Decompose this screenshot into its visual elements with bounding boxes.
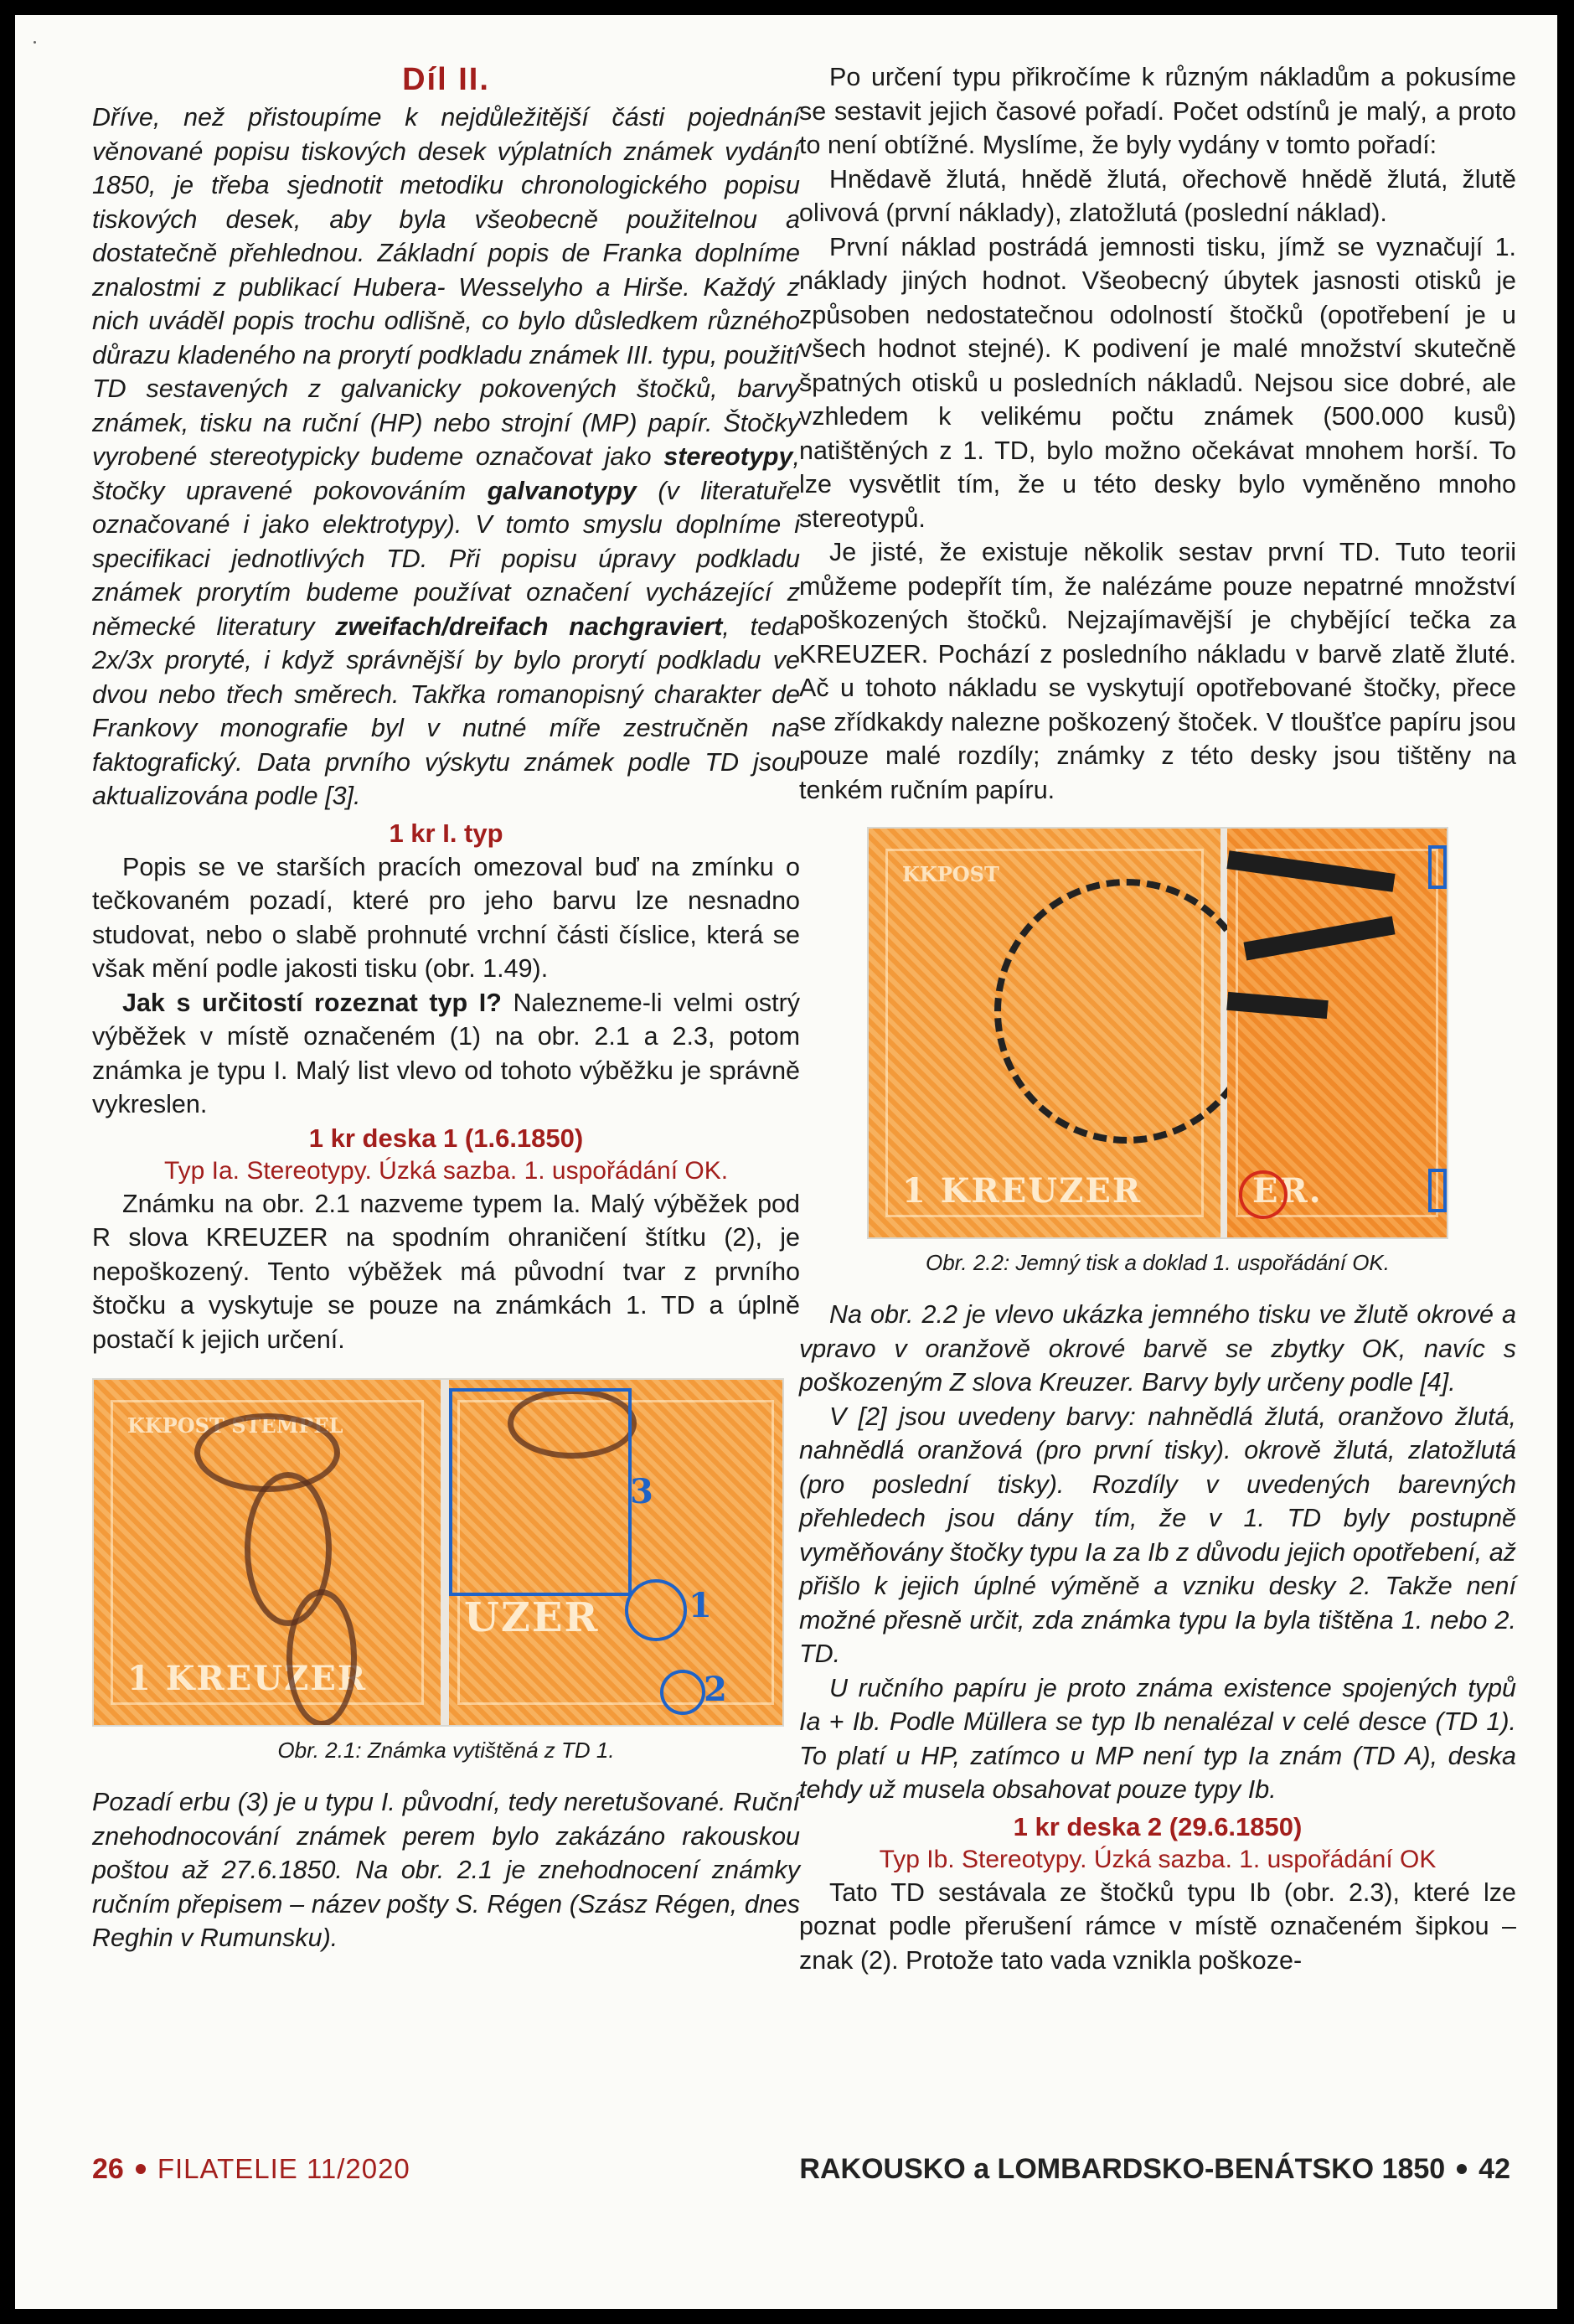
sec1-question: Jak s určitostí rozeznat typ I? (122, 988, 502, 1017)
right-paragraph-6: V [2] jsou uvedeny barvy: nahnědlá žlutá, oranžovo žlutá, nahnědlá oranžová (pro první tisky). okrově žlutá, zlatožlutá (pro poslední tisky). Rozdíly v uvedených barevných přehledech jsou dány tím, že v 1. TD byly postupně vyměňovány štočky typu Ia za Ib z důvodu jejich opotřebení, až přišlo k jejich úplné výměně a vzniku desky 2. Takže není možné přesně určit, zda známka typu Ia byla tištěna 1. nebo 2. TD. (799, 1402, 1516, 1668)
intro-text-a: Dříve, než přistoupíme k nejdůležitější části pojednání věnované popisu tiskových desek výplatních známek vydání 1850, je třeba sjednotit metodiku chronologického popisu tiskových desek, aby byla všeobecně použitelnou a dostatečně přehlednou. Základní popis de Franka doplníme znalostmi z publikací Hubera- Wesselyho a Hirše. Každý z nich uváděl popis trochu odlišně, co bylo důsledkem různého důrazu kladeného na prorytí podkladu známek III. typu, použití TD sestavených z galvanicky pokovených štočků, barvy známek, tisku na ruční (HP) nebo strojní (MP) papír. Štočky vyrobené stereotypicky budeme označovat jako (92, 103, 800, 471)
sec1-answer: Nalezneme-li velmi ostrý výběžek v místě označeném (1) na obr. 2.1 a 2.3, potom známka je typu I. Malý list vlevo od tohoto výběžku je správně vykreslen. (92, 988, 800, 1118)
page-footer (92, 2148, 1510, 2190)
print-speck (34, 41, 36, 44)
bullet-icon (1457, 2164, 1467, 2174)
stamp-detail-ok (1227, 829, 1447, 1237)
right-paragraph-2: Hnědavě žlutá, hnědě žlutá, ořechově hnědě žlutá, žlutě olivová (první náklady), zlatožlutá (poslední náklad). (799, 164, 1516, 227)
intro-text-d: , teda 2x/3x proryté, i když správnější by bylo prorytí podkladu ve dvou nebo třech směrech. Takřka romanopisný charakter de Frankovy monografie byl v nutné míře zestručněn na faktografický. Data prvního výskytu známek podle TD jsou aktualizována podle [3]. (92, 612, 800, 810)
marker-box-3 (449, 1388, 632, 1596)
damaged-z-circle (1239, 1170, 1288, 1219)
figure-2-2 (867, 827, 1448, 1239)
page-number-left: 26 (92, 2153, 124, 2185)
pen-cancel-stroke (286, 1589, 357, 1727)
bullet-icon (136, 2164, 146, 2174)
intro-text-c: (v literatuře označované i jako elektrotypy). V tomto smyslu doplníme i specifikaci jednotlivých TD. Při popisu úpravy podkladu známek prorytím budeme používat označení vycházející z německé literatury (92, 476, 800, 641)
part-title: Díl II. (402, 62, 490, 97)
section-title-deska-1: 1 kr deska 1 (1.6.1850) (308, 1123, 584, 1153)
sec2-paragraph-1: Známku na obr. 2.1 nazveme typem Ia. Malý výběžek pod R slova KREUZER na spodním ohraničení štítku (2), je nepoškozený. Tento výběžek má původní tvar z prvního štočku a vyskytuje se pouze na známkách 1. TD a úplně postačí k jejich určení. (92, 1189, 800, 1354)
right-paragraph-3: První náklad postrádá jemnosti tisku, jímž se vyznačují 1. náklady jiných hodnot. Všeobecný úbytek jasnosti otisků je způsoben nedostatečnou odolností štočků (opotřebení je u všech hodnot stejné). K podivení je malé množství skutečně špatných otisků u posledních nákladů. Nejsou sice dobré, ale vzhledem k velikému počtu známek (500.000 kusů) natištěných z 1. TD, bylo možno očekávat mnohem horší. To lze vysvětlit tím, že u této desky bylo vyměněno mnoho stereotypů. (799, 232, 1516, 533)
term-dreifach: dreifach nachgraviert (448, 612, 723, 641)
marker-label-3: 3 (630, 1472, 653, 1511)
term-zweifach: zweifach (335, 612, 442, 641)
marker-circle-1 (625, 1579, 687, 1641)
stamp-frame (1236, 849, 1438, 1217)
right-paragraph-1: Po určení typu přikročíme k různým nákladům a pokusíme se sestavit jejich časové pořadí. Počet odstínů je malý, a proto to není obtížné. Myslíme, že byly vydány v tomto pořadí: (799, 63, 1516, 159)
figure-2-1 (92, 1378, 784, 1727)
stamp-detail-view (449, 1380, 782, 1725)
right-column (799, 60, 1516, 1977)
stamp-detail-text: UZER (464, 1594, 600, 1641)
term-slash: / (441, 612, 449, 641)
stamp-full-view (94, 1380, 441, 1725)
section-title-1kr-typ-i: 1 kr I. typ (389, 818, 503, 848)
term-galvanotypy: galvanotypy (487, 476, 637, 505)
sec1-paragraph-1: Popis se ve starších pracích omezoval buď na zmínku o tečkovaném pozadí, které pro jeho barvu lze nesnadno studovat, nebo o slabě prohnuté vrchní části číslice, která se však mění podle jakosti tisku (obr. 1.49). (92, 852, 800, 983)
ok-marker-top (1428, 845, 1447, 889)
intro-text-b: , štočky upravené pokovováním (92, 442, 800, 505)
stamp-top-text: KKPOST STEMPEL (127, 1413, 343, 1438)
series-title: RAKOUSKO a LOMBARDSKO-BENÁTSKO 1850 (799, 2153, 1446, 2185)
section-subtitle-deska-2: Typ Ib. Stereotypy. Úzká sazba. 1. uspořádání OK (879, 1845, 1437, 1873)
magazine-issue: FILATELIE 11/2020 (157, 2153, 410, 2184)
intro-paragraph (92, 101, 800, 813)
right-paragraph-7: U ručního papíru je proto známa existence spojených typů Ia + Ib. Podle Müllera se typ Ib nenalézal v celé desce (TD 1). To platí u HP, zatímco u MP není typ Ia znám (TD A), deska tehdy už musela obsahovat pouze typy Ib. (799, 1673, 1516, 1804)
left-column (92, 60, 800, 1955)
ok-marker-bottom (1428, 1169, 1447, 1212)
page-number-right: 42 (1479, 2153, 1510, 2185)
footer-right (799, 2148, 1510, 2190)
right-paragraph-5: Na obr. 2.2 je vlevo ukázka jemného tisku ve žlutě okrové a vpravo v oranžově okrové barvě se zbytky OK, navíc s poškozeným Z slova Kreuzer. Barvy byly určeny podle [4]. (799, 1300, 1516, 1397)
section-subtitle-deska-1: Typ Ia. Stereotypy. Úzká sazba. 1. uspořádání OK. (163, 1156, 729, 1185)
right-paragraph-8: Tato TD sestávala ze štočků typu Ib (obr. 2.3), které lze poznat podle přerušení rámce v místě označeném šipkou – znak (2). Protože tato vada vznikla poškoze- (799, 1877, 1516, 1975)
postmark-ring (994, 879, 1259, 1144)
figure-2-2-caption: Obr. 2.2: Jemný tisk a doklad 1. uspořádání OK. (926, 1250, 1390, 1275)
stamp-value-text: 1 KREUZER (902, 1171, 1143, 1211)
sec1-paragraph-2 (92, 986, 800, 1122)
marker-label-2: 2 (704, 1670, 727, 1709)
term-stereotypy: stereotypy (663, 442, 793, 471)
section-title-deska-2: 1 kr deska 2 (29.6.1850) (1013, 1811, 1303, 1841)
footer-left (92, 2148, 410, 2190)
stamp-top-text: KKPOST (902, 862, 999, 886)
marker-circle-2 (660, 1670, 705, 1715)
stamp-detail-text: ER. (1252, 1171, 1323, 1211)
magazine-page (15, 15, 1557, 2309)
stamp-value-text: 1 KREUZER (127, 1659, 368, 1698)
right-paragraph-4: Je jisté, že existuje několik sestav první TD. Tuto teorii můžeme podepřít tím, že nalézáme pouze nepatrné množství poškozených štočků. Nejzajímavější je chybějící tečka za KREUZER. Pochází z posledního nákladu v barvě zlatě žluté. Ač u tohoto nákladu se vyskytují opotřebované štočky, přece se zřídkakdy nalezne poškozený štoček. V tloušťce papíru jsou pouze malé rozdíly; známky z této desky jsou tištěny na tenkém ručním papíru. (799, 538, 1516, 804)
after-figure-paragraph: Pozadí erbu (3) je u typu I. původní, tedy neretušované. Ruční znehodnocování známek perem bylo zakázáno rakouskou poštou až 27.6.1850. Na obr. 2.1 je znehodnocení známky ručním přepisem – název pošty S. Régen (Szász Régen, dnes Reghin v Rumunsku). (92, 1788, 800, 1952)
marker-label-1: 1 (689, 1586, 712, 1625)
figure-2-1-caption: Obr. 2.1: Známka vytištěná z TD 1. (277, 1738, 615, 1763)
stamp-fine-print (869, 829, 1220, 1237)
